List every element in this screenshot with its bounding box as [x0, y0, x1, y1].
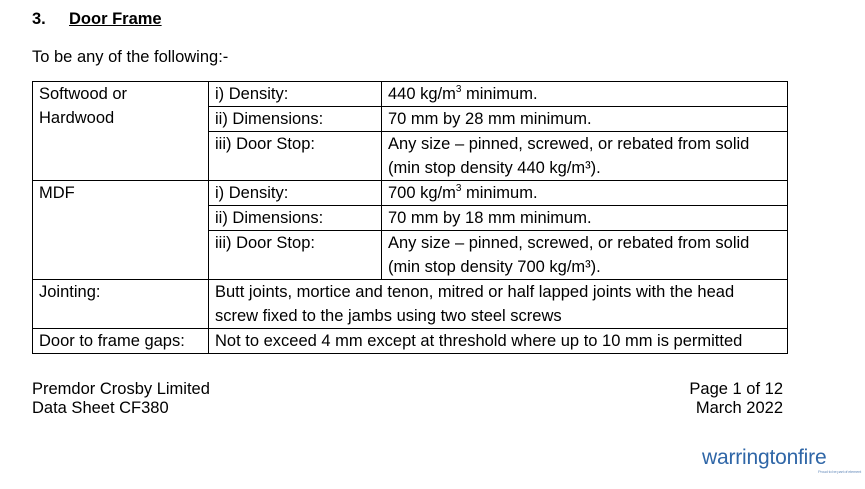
jointing-value [209, 280, 788, 329]
logo-tagline: Proud to be part of element [818, 469, 862, 474]
table-row [33, 82, 788, 107]
logo-text: warringtonfire [702, 446, 827, 469]
superscript: 3 [455, 83, 462, 95]
value-text: (min stop density 440 kg/m³). [388, 159, 601, 177]
value-text: Any size – pinned, screwed, or rebated from solid [388, 135, 750, 153]
property-value: 70 mm by 28 mm minimum. [382, 107, 788, 132]
property-label: i) Density: [209, 181, 382, 206]
value-text: 700 kg/m [388, 184, 456, 202]
footer-date: March 2022 [695, 399, 783, 417]
footer-left [32, 380, 210, 418]
value-text: minimum. [461, 85, 538, 103]
property-value [382, 82, 788, 107]
property-value [382, 181, 788, 206]
material-cell-gaps: Door to frame gaps: [33, 329, 209, 354]
footer-company: Premdor Crosby Limited [32, 380, 210, 398]
property-value: 70 mm by 18 mm minimum. [382, 206, 788, 231]
table-row [33, 181, 788, 206]
property-value [382, 231, 788, 280]
material-label: Softwood or [39, 85, 128, 103]
material-cell-mdf: MDF [33, 181, 209, 280]
footer-page: Page 1 of 12 [689, 380, 783, 398]
warringtonfire-logo [702, 446, 862, 474]
section-title: Door Frame [69, 10, 162, 28]
value-text: Butt joints, mortice and tenon, mitred or half lapped joints with the head [215, 283, 735, 301]
table-row [33, 329, 788, 354]
material-cell-softwood [33, 82, 209, 181]
property-label: iii) Door Stop: [209, 231, 382, 280]
material-cell-jointing: Jointing: [33, 280, 209, 329]
footer-datasheet: Data Sheet CF380 [32, 399, 169, 417]
door-frame-spec-table [32, 81, 788, 354]
intro-text: To be any of the following:- [32, 48, 229, 66]
property-value [382, 132, 788, 181]
value-text: 440 kg/m [388, 85, 456, 103]
property-label: iii) Door Stop: [209, 132, 382, 181]
value-text: Any size – pinned, screwed, or rebated from solid [388, 234, 750, 252]
section-number: 3. [32, 10, 46, 28]
value-text: minimum. [461, 184, 538, 202]
property-label: i) Density: [209, 82, 382, 107]
property-label: ii) Dimensions: [209, 206, 382, 231]
section-heading [32, 10, 162, 29]
material-label: Hardwood [39, 109, 115, 127]
superscript: 3 [455, 182, 462, 194]
table-row [33, 280, 788, 329]
gaps-value: Not to exceed 4 mm except at threshold where up to 10 mm is permitted [209, 329, 788, 354]
value-text: screw fixed to the jambs using two steel screws [215, 307, 562, 325]
property-label: ii) Dimensions: [209, 107, 382, 132]
footer-right [689, 380, 783, 418]
value-text: (min stop density 700 kg/m³). [388, 258, 601, 276]
